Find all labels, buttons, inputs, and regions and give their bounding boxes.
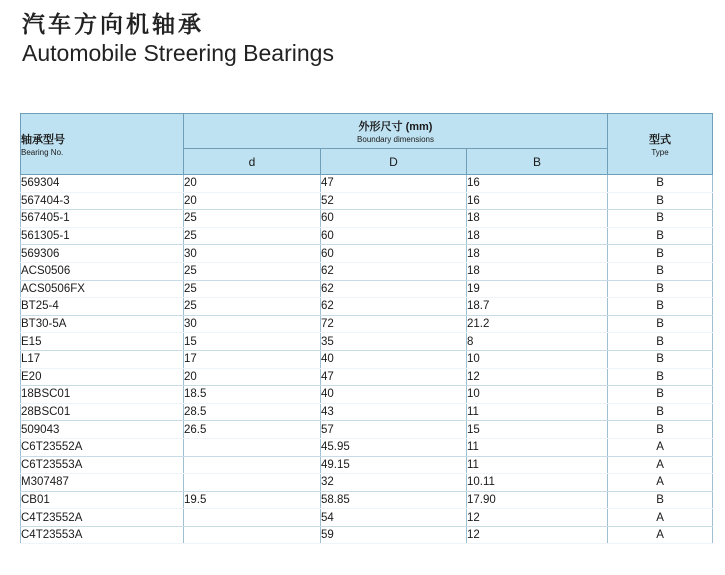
width-cell: 12 — [467, 509, 608, 527]
outer-diameter-cell: 62 — [321, 262, 467, 280]
header-boundary-dimensions — [184, 114, 608, 149]
inner-diameter-cell: 30 — [184, 245, 321, 263]
type-cell: B — [608, 227, 713, 245]
width-cell: 18.7 — [467, 298, 608, 316]
width-cell: 11 — [467, 456, 608, 474]
width-cell: 16 — [467, 192, 608, 210]
outer-diameter-cell: 58.85 — [321, 491, 467, 509]
header-col-D: D — [321, 149, 467, 175]
bearing-no-cell: ACS0506 — [21, 262, 184, 280]
bearing-no-cell: 509043 — [21, 421, 184, 439]
type-cell: B — [608, 245, 713, 263]
width-cell: 10 — [467, 350, 608, 368]
outer-diameter-cell: 62 — [321, 280, 467, 298]
type-cell: A — [608, 456, 713, 474]
table-row — [21, 280, 713, 298]
table-row — [21, 438, 713, 456]
table-row — [21, 298, 713, 316]
inner-diameter-cell: 20 — [184, 368, 321, 386]
table-row — [21, 386, 713, 404]
header-type-cn: 型式 — [649, 134, 672, 146]
inner-diameter-cell — [184, 526, 321, 544]
type-cell: B — [608, 210, 713, 228]
inner-diameter-cell: 20 — [184, 175, 321, 193]
bearing-no-cell: C6T23552A — [21, 438, 184, 456]
bearing-no-cell: E15 — [21, 333, 184, 351]
table-row — [21, 210, 713, 228]
table-row — [21, 227, 713, 245]
table-row — [21, 491, 713, 509]
bearing-no-cell: C6T23553A — [21, 456, 184, 474]
type-cell: B — [608, 192, 713, 210]
bearing-no-cell: 567404-3 — [21, 192, 184, 210]
table-row — [21, 403, 713, 421]
inner-diameter-cell: 19.5 — [184, 491, 321, 509]
outer-diameter-cell: 40 — [321, 350, 467, 368]
type-cell: A — [608, 474, 713, 492]
bearing-no-cell: E20 — [21, 368, 184, 386]
type-cell: B — [608, 315, 713, 333]
width-cell: 10 — [467, 386, 608, 404]
inner-diameter-cell: 30 — [184, 315, 321, 333]
inner-diameter-cell: 25 — [184, 210, 321, 228]
width-cell: 16 — [467, 175, 608, 193]
bearing-no-cell: L17 — [21, 350, 184, 368]
page-title-english: Automobile Streering Bearings — [22, 40, 334, 66]
outer-diameter-cell: 40 — [321, 386, 467, 404]
outer-diameter-cell: 52 — [321, 192, 467, 210]
type-cell: B — [608, 368, 713, 386]
inner-diameter-cell: 25 — [184, 262, 321, 280]
header-type-en: Type — [651, 148, 669, 157]
type-cell: B — [608, 280, 713, 298]
width-cell: 15 — [467, 421, 608, 439]
outer-diameter-cell: 43 — [321, 403, 467, 421]
outer-diameter-cell: 49.15 — [321, 456, 467, 474]
outer-diameter-cell: 35 — [321, 333, 467, 351]
width-cell: 18 — [467, 245, 608, 263]
table-body — [21, 175, 713, 544]
type-cell: B — [608, 403, 713, 421]
outer-diameter-cell: 45.95 — [321, 438, 467, 456]
table-row — [21, 350, 713, 368]
width-cell: 11 — [467, 403, 608, 421]
header-col-d: d — [184, 149, 321, 175]
type-cell: B — [608, 350, 713, 368]
table-row — [21, 333, 713, 351]
outer-diameter-cell: 72 — [321, 315, 467, 333]
header-bearing-no — [21, 114, 184, 175]
outer-diameter-cell: 59 — [321, 526, 467, 544]
type-cell: B — [608, 386, 713, 404]
inner-diameter-cell — [184, 474, 321, 492]
inner-diameter-cell: 17 — [184, 350, 321, 368]
bearing-no-cell: CB01 — [21, 491, 184, 509]
bearing-no-cell: BT30-5A — [21, 315, 184, 333]
bearing-spec-table — [20, 113, 713, 544]
bearing-no-cell: C4T23552A — [21, 509, 184, 527]
bearing-no-cell: 567405-1 — [21, 210, 184, 228]
type-cell: A — [608, 509, 713, 527]
outer-diameter-cell: 54 — [321, 509, 467, 527]
bearing-no-cell: M307487 — [21, 474, 184, 492]
header-boundary-en: Boundary dimensions — [357, 135, 434, 144]
outer-diameter-cell: 32 — [321, 474, 467, 492]
table-header — [21, 114, 713, 175]
inner-diameter-cell: 20 — [184, 192, 321, 210]
outer-diameter-cell: 62 — [321, 298, 467, 316]
inner-diameter-cell — [184, 509, 321, 527]
header-bearing-en: Bearing No. — [21, 148, 64, 157]
width-cell: 18 — [467, 210, 608, 228]
width-cell: 18 — [467, 262, 608, 280]
type-cell: B — [608, 175, 713, 193]
width-cell: 12 — [467, 368, 608, 386]
outer-diameter-cell: 47 — [321, 175, 467, 193]
table-row — [21, 474, 713, 492]
table-row — [21, 456, 713, 474]
width-cell: 10.11 — [467, 474, 608, 492]
inner-diameter-cell: 25 — [184, 298, 321, 316]
header-bearing-cn: 轴承型号 — [21, 134, 65, 146]
type-cell: A — [608, 526, 713, 544]
type-cell: B — [608, 491, 713, 509]
bearing-no-cell: 561305-1 — [21, 227, 184, 245]
table-row — [21, 421, 713, 439]
table-row — [21, 315, 713, 333]
inner-diameter-cell: 25 — [184, 280, 321, 298]
bearing-no-cell: 569306 — [21, 245, 184, 263]
outer-diameter-cell: 60 — [321, 210, 467, 228]
inner-diameter-cell: 15 — [184, 333, 321, 351]
inner-diameter-cell — [184, 438, 321, 456]
type-cell: A — [608, 438, 713, 456]
bearing-no-cell: C4T23553A — [21, 526, 184, 544]
table-row — [21, 526, 713, 544]
table-row — [21, 175, 713, 193]
header-type — [608, 114, 713, 175]
outer-diameter-cell: 57 — [321, 421, 467, 439]
bearing-no-cell: 569304 — [21, 175, 184, 193]
type-cell: B — [608, 333, 713, 351]
inner-diameter-cell: 25 — [184, 227, 321, 245]
type-cell: B — [608, 421, 713, 439]
inner-diameter-cell: 26.5 — [184, 421, 321, 439]
outer-diameter-cell: 60 — [321, 227, 467, 245]
table-row — [21, 368, 713, 386]
page-title-chinese: 汽车方向机轴承 — [22, 12, 204, 38]
inner-diameter-cell: 28.5 — [184, 403, 321, 421]
header-col-B: B — [467, 149, 608, 175]
width-cell: 21.2 — [467, 315, 608, 333]
width-cell: 12 — [467, 526, 608, 544]
bearing-no-cell: ACS0506FX — [21, 280, 184, 298]
type-cell: B — [608, 262, 713, 280]
type-cell: B — [608, 298, 713, 316]
bearing-no-cell: 28BSC01 — [21, 403, 184, 421]
width-cell: 11 — [467, 438, 608, 456]
outer-diameter-cell: 47 — [321, 368, 467, 386]
table-row — [21, 262, 713, 280]
bearing-no-cell: BT25-4 — [21, 298, 184, 316]
width-cell: 17.90 — [467, 491, 608, 509]
width-cell: 8 — [467, 333, 608, 351]
inner-diameter-cell: 18.5 — [184, 386, 321, 404]
width-cell: 18 — [467, 227, 608, 245]
header-boundary-cn: 外形尺寸 (mm) — [358, 121, 433, 133]
inner-diameter-cell — [184, 456, 321, 474]
width-cell: 19 — [467, 280, 608, 298]
bearing-no-cell: 18BSC01 — [21, 386, 184, 404]
outer-diameter-cell: 60 — [321, 245, 467, 263]
table-row — [21, 245, 713, 263]
table-row — [21, 509, 713, 527]
table-row — [21, 192, 713, 210]
